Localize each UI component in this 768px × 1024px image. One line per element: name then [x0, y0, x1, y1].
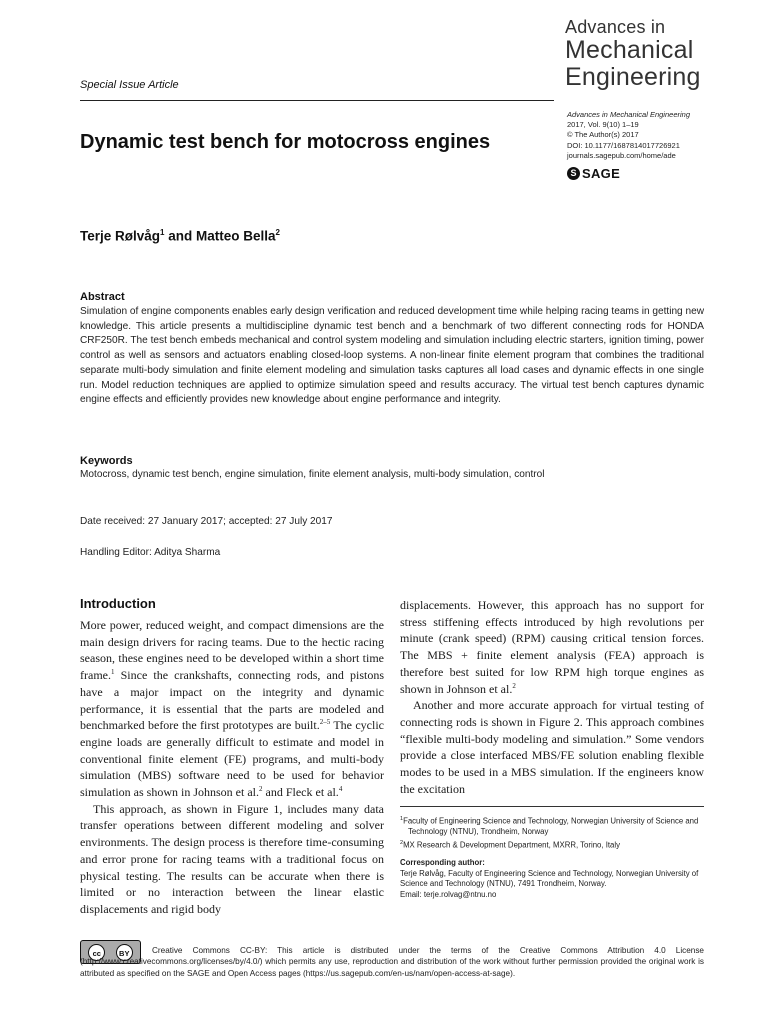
- citation-ref[interactable]: 4: [338, 785, 343, 794]
- section-heading-introduction: Introduction: [80, 596, 156, 611]
- handling-editor: Handling Editor: Aditya Sharma: [80, 547, 221, 558]
- corresponding-author-details: Terje Rølvåg, Faculty of Engineering Science and Technology, Norwegian University of Science and Technology (NTNU), 7491 Trondheim, Norway.: [400, 868, 699, 889]
- body-column-right: [400, 597, 704, 797]
- body-text: More power, reduced weight, and compact dimensions are the main design drivers for racing teams. Due to the hectic racing season, these engines need to be developed within a short time frame.: [80, 618, 384, 683]
- doi[interactable]: DOI: 10.1177/1687814017726921: [567, 140, 680, 150]
- keywords-heading: Keywords: [80, 455, 133, 467]
- license-text: Creative Commons CC-BY: This article is distributed under the terms of the Creative Commons Attribution 4.0 License (http://www.creativecommons.org/licenses/by/4.0/) which permits any use, reproduction and distribution of the work without further permission provided the original work is attributed as specified on the SAGE and Open Access pages (https://us.sagepub.com/en-us/nam/open-access-at-sage).: [80, 946, 704, 978]
- body-paragraph: This approach, as shown in Figure 1, includes many data transfer operations between different modeling and solver environments. The design process is therefore time-consuming and error prone for racing teams with a traditional focus on physical testing. The results can be accurate when there is limited or no interaction between the linear elastic displacements and rigid body: [80, 801, 384, 916]
- abstract-text: Simulation of engine components enables early design verification and reduced development time while helping racing teams in getting new knowledge. This article presents a multidiscipline dynamic test bench and a benchmark of two different connecting rods for HONDA CRF250R. The test bench embeds mechanical and control system modeling and simulation including electric starters, ignition timing, power control as well as sensors and actuators enabling closed-loop systems. A non-linear finite element program that combines the traditional separate multi-body simulation and finite element modeling and simulation tasks captures all load cases and dynamic effects in one single run. Model reduction techniques are applied to optimize simulation speed and results accuracy. The virtual test bench captures dynamic engine effects and efficiently provides new knowledge about engine performance and integrity.: [80, 306, 704, 406]
- cc-icon: cc: [88, 944, 105, 961]
- footnotes: [400, 814, 704, 900]
- body-column-left: [80, 617, 384, 918]
- body-paragraph: Another and more accurate approach for virtual testing of connecting rods is shown in Figure 2. This approach combines “flexible multi-body modeling and simulation.” Some vendors provide a close interfaced MBS/FE solution enabling flexible modes to be used in a MBS simulation. If the engineers know the excitation: [400, 698, 704, 796]
- article-type: Special Issue Article: [80, 79, 179, 91]
- affiliation-marker: 2: [400, 839, 404, 846]
- body-paragraph: [400, 597, 704, 697]
- article-title: Dynamic test bench for motocross engines: [80, 131, 491, 153]
- body-text: The cyclic engine loads are generally difficult to estimate and model in conventional finite element (FE) programs, and multi-body simulation (MBS) software need to be used for behavior simulation as shown in Johnson et al.: [80, 718, 384, 800]
- journal-logo-line2: Mechanical: [565, 36, 694, 64]
- corresponding-author-heading: Corresponding author:: [400, 857, 485, 867]
- affiliation-marker: 2: [275, 228, 280, 237]
- footnote-text: MX Research & Development Department, MXRR, Torino, Italy: [403, 840, 621, 850]
- footnote-affiliation-1: [400, 814, 704, 838]
- corresponding-author-email[interactable]: Email: terje.rolvag@ntnu.no: [400, 889, 497, 899]
- header-divider: [80, 100, 554, 101]
- citation-ref[interactable]: 2: [512, 681, 516, 690]
- affiliation-marker: 1: [400, 816, 404, 822]
- journal-logo-line3: Engineering: [565, 63, 701, 91]
- sage-mark-icon: S: [567, 167, 580, 180]
- publication-dates: Date received: 27 January 2017; accepted: 27 July 2017: [80, 516, 333, 527]
- body-text: displacements. However, this approach has no support for stress stiffening effects introduced by high revolutions per minute (crank speed) (RPM) causing critical tension forces. The MBS + finite element analysis (FEA) approach is therefore best suited for low RPM high torque engines as shown in Johnson et al.: [400, 598, 704, 696]
- footnote-text: Faculty of Engineering Science and Technology, Norwegian University of Science and Technology (NTNU), Trondheim, Norway: [403, 816, 699, 837]
- abstract-heading: Abstract: [80, 291, 125, 303]
- journal-name: Advances in Mechanical Engineering: [567, 110, 690, 119]
- copyright: © The Author(s) 2017: [567, 130, 639, 140]
- keywords-text: Motocross, dynamic test bench, engine simulation, finite element analysis, multi-body simulation, control: [80, 469, 545, 480]
- footnote-divider: [400, 806, 704, 807]
- body-paragraph: [80, 617, 384, 801]
- author-name[interactable]: Terje Rølvåg: [80, 228, 161, 244]
- journal-url[interactable]: journals.sagepub.com/home/ade: [567, 150, 676, 160]
- body-text: and Fleck et al.: [262, 785, 339, 800]
- attribution-icon: BY: [116, 944, 133, 961]
- sage-wordmark: SAGE: [582, 166, 621, 181]
- author-name[interactable]: Matteo Bella: [196, 228, 276, 244]
- citation-ref[interactable]: 2: [259, 785, 263, 794]
- author-list: [80, 228, 280, 244]
- journal-logo: [565, 18, 701, 90]
- citation-ref[interactable]: 2–5: [319, 718, 331, 727]
- footnote-affiliation-2: [400, 838, 704, 851]
- journal-volume: 2017, Vol. 9(10) 1–19: [567, 120, 639, 130]
- affiliation-marker: 1: [160, 228, 165, 237]
- author-joiner: and: [164, 228, 196, 244]
- journal-logo-line1: Advances in: [565, 17, 666, 37]
- body-text: Since the crankshafts, connecting rods, and pistons have a major impact on the integrity and dynamic performance, it is essential that the parts are modeled and benchmarked before the first prototypes are built.: [80, 668, 384, 733]
- citation-ref[interactable]: 1: [110, 668, 115, 677]
- sage-logo: [567, 166, 620, 181]
- journal-metadata: [567, 110, 690, 161]
